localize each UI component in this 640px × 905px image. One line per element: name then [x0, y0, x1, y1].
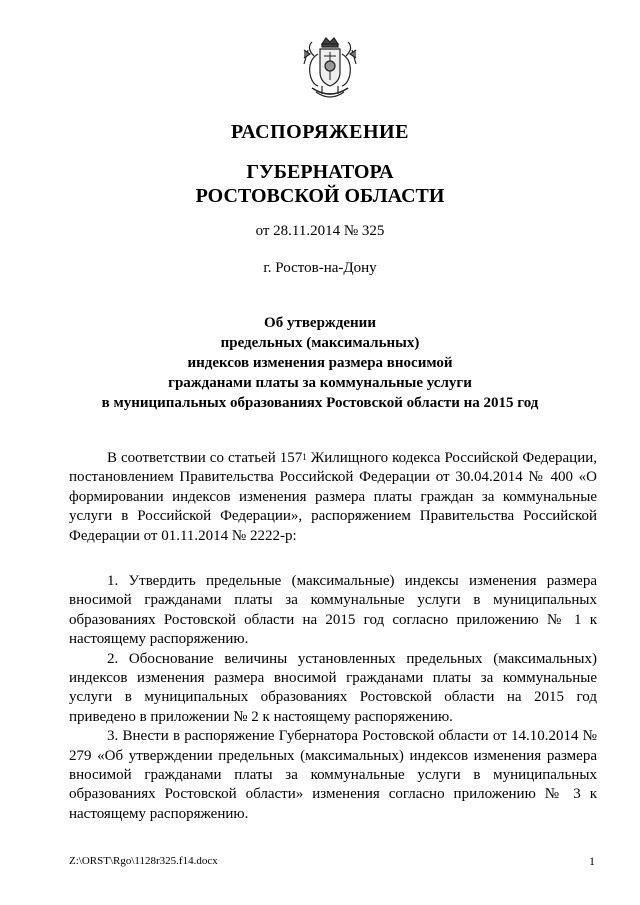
document-type-heading: РАСПОРЯЖЕНИЕ	[231, 121, 409, 143]
title-line: гражданами платы за коммунальные услуги	[168, 375, 472, 391]
document-title	[0, 313, 640, 413]
issuing-authority	[0, 160, 640, 208]
page-number: 1	[589, 854, 595, 868]
authority-line: РОСТОВСКОЙ ОБЛАСТИ	[195, 185, 445, 207]
preamble-paragraph	[69, 449, 597, 546]
document-city: г. Ростов-на-Дону	[263, 260, 377, 276]
authority-line: ГУБЕРНАТОРА	[246, 161, 394, 183]
footer-file-path: Z:\ORST\Rgo\1128r325.f14.docx	[69, 855, 218, 867]
title-line: предельных (максимальных)	[220, 335, 420, 351]
title-line: индексов изменения размера вносимой	[187, 355, 453, 371]
coat-of-arms-emblem-icon	[300, 34, 360, 104]
order-item-2: 2. Обоснование величины установленных предельных (максимальных) индексов изменения размера вносимой гражданами платы за коммунальные услуги в муниципальных образованиях Ростовской области на 2015 год приведено в приложении № 2 к настоящему распоряжению.	[69, 650, 597, 725]
preamble-text-end: Жилищного кодекса Российской Федерации, постановлением Правительства Российской Федерации от 30.04.2014 № 400 «О формировании индексов изменения размера платы граждан за коммунальные услуги в Российской Федерации», распоряжением Правительства Российской Федерации от 01.11.2014 № 2222-р:	[69, 450, 597, 544]
document-date-number: от 28.11.2014 № 325	[255, 223, 385, 239]
order-items	[69, 572, 597, 824]
title-line: в муниципальных образованиях Ростовской области на 2015 год	[101, 395, 539, 411]
preamble-text-start: В соответствии со статьей 157	[107, 450, 303, 466]
order-item-1: 1. Утвердить предельные (максимальные) индексы изменения размера вносимой гражданами платы за коммунальные услуги в муниципальных образованиях Ростовской области на 2015 год согласно приложению № 1 к настоящему распоряжению.	[69, 573, 597, 648]
article-superscript: 1	[302, 452, 307, 462]
title-line: Об утверждении	[264, 315, 376, 331]
order-item-3: 3. Внести в распоряжение Губернатора Ростовской области от 14.10.2014 № 279 «Об утверждении предельных (максимальных) индексов изменения размера вносимой гражданами платы за коммунальные услуги в муниципальных образованиях Ростовской области» изменения согласно приложению № 3 к настоящему распоряжению.	[69, 728, 597, 822]
